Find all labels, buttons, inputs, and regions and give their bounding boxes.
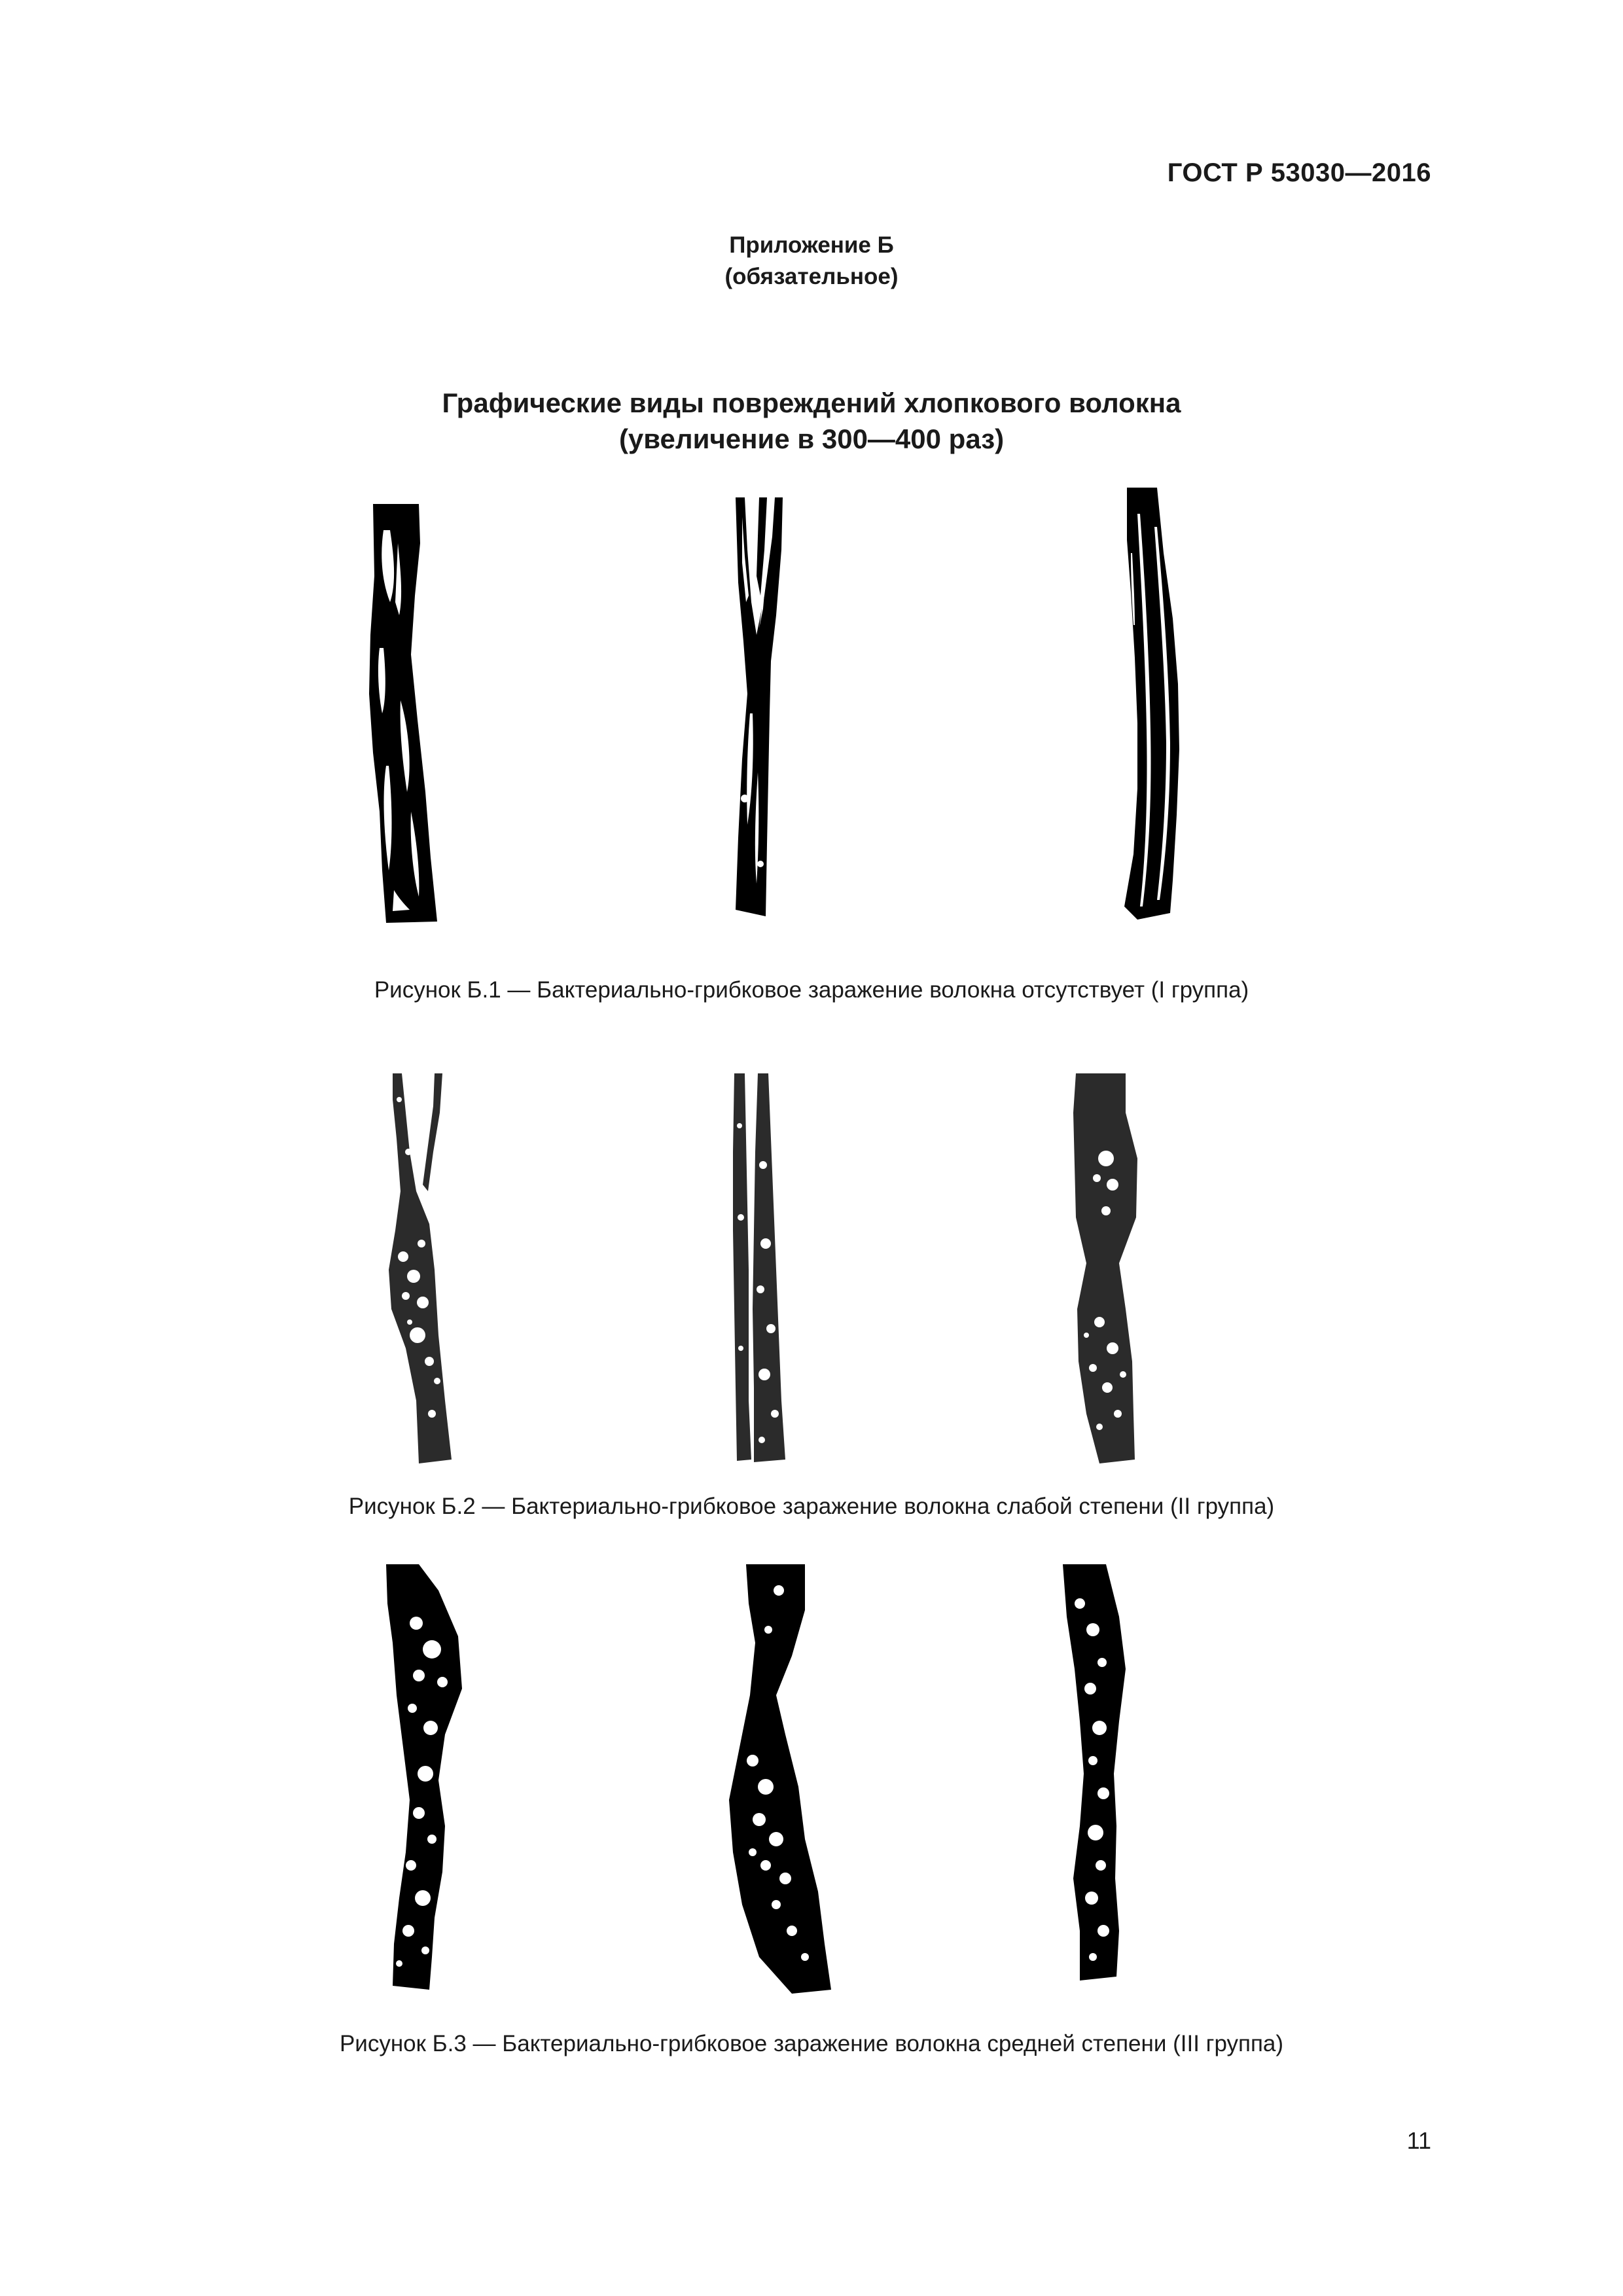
figure-b2-caption: Рисунок Б.2 — Бактериально-грибковое заражение волокна слабой степени (II группа): [348, 1494, 1275, 1519]
figure-b3-caption: Рисунок Б.3 — Бактериально-грибковое заражение волокна средней степени (III группа): [339, 2031, 1284, 2056]
fiber-image-b3-3: [1054, 1564, 1171, 1983]
section-subtitle: (увеличение в 300—400 раз): [618, 423, 1005, 454]
fiber-image-b1-3: [1111, 488, 1196, 920]
standard-designation: ГОСТ Р 53030—2016: [1167, 158, 1431, 187]
annex-status: (обязательное): [724, 264, 899, 289]
fiber-image-b1-2: [719, 497, 810, 923]
fiber-image-b3-1: [380, 1564, 504, 1990]
annex-title: Приложение Б: [729, 232, 894, 258]
section-title: Графические виды повреждений хлопкового волокна: [442, 387, 1181, 418]
fiber-image-b2-1: [380, 1073, 497, 1466]
fiber-image-b1-1: [360, 504, 452, 923]
fiber-image-b2-3: [1060, 1073, 1165, 1466]
fiber-image-b3-2: [713, 1564, 857, 1996]
page-number: 11: [1406, 2127, 1431, 2154]
fiber-image-b2-2: [725, 1073, 804, 1466]
figure-b1-caption: Рисунок Б.1 — Бактериально-грибковое заражение волокна отсутствует (I группа): [374, 977, 1249, 1003]
